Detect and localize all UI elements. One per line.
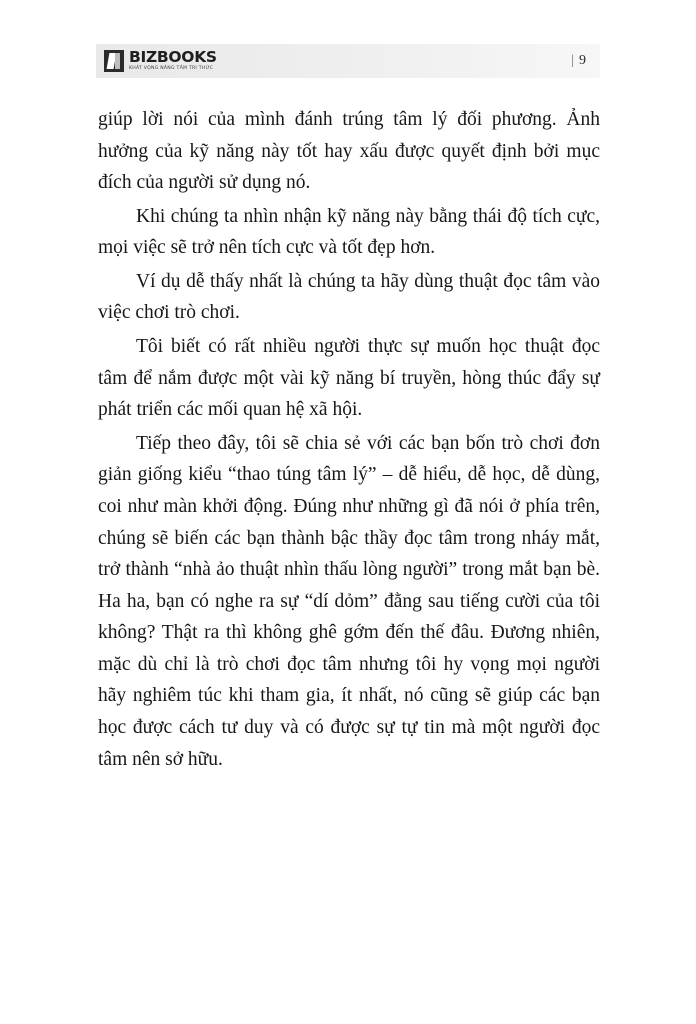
paragraph: Khi chúng ta nhìn nhận kỹ năng này bằng thái độ tích cực, mọi việc sẽ trở nên tích cực và tốt đẹp hơn. [98,205,600,259]
paragraph: Ví dụ dễ thấy nhất là chúng ta hãy dùng thuật đọc tâm vào việc chơi trò chơi. [98,270,600,324]
page-header [96,44,600,78]
folio-separator: | [571,53,574,68]
publisher-name-block [129,47,217,72]
paragraph: giúp lời nói của mình đánh trúng tâm lý đối phương. Ảnh hưởng của kỹ năng này tốt hay xấu được quyết định bởi mục đích của người sử dụng nó. [98,109,600,194]
page-folio [571,53,600,69]
paragraph: Tôi biết có rất nhiều người thực sự muốn học thuật đọc tâm để nắm được một vài kỹ năng bí truyền, hòng thúc đẩy sự phát triển các mối quan hệ xã hội. [98,336,600,421]
page-body [98,104,600,775]
bizbooks-logo-icon [104,50,124,72]
publisher-name: BIZBOOKS [129,47,217,66]
publisher-logo [96,47,217,72]
page-number: 9 [579,53,586,68]
publisher-tagline: KHÁT VỌNG NÂNG TẦM TRI THỨC [129,66,214,72]
paragraph: Tiếp theo đây, tôi sẽ chia sẻ với các bạn bốn trò chơi đơn giản giống kiểu “thao túng tâm lý” – dễ hiểu, dễ học, dễ dùng, coi như màn khởi động. Đúng như những gì đã nói ở phía trên, chúng sẽ biến các bạn thành bậc thầy đọc tâm trong nháy mắt, trở thành “nhà ảo thuật nhìn thấu lòng người” trong mắt bạn bè. Ha ha, bạn có nghe ra sự “dí dỏm” đằng sau tiếng cười của tôi không? Thật ra thì không ghê gớm đến thế đâu. Đương nhiên, mặc dù chỉ là trò chơi đọc tâm nhưng tôi hy vọng mọi người hãy nghiêm túc khi tham gia, ít nhất, nó cũng sẽ giúp các bạn học được cách tư duy và có được sự tự tin mà một người đọc tâm nên sở hữu. [98,432,600,770]
